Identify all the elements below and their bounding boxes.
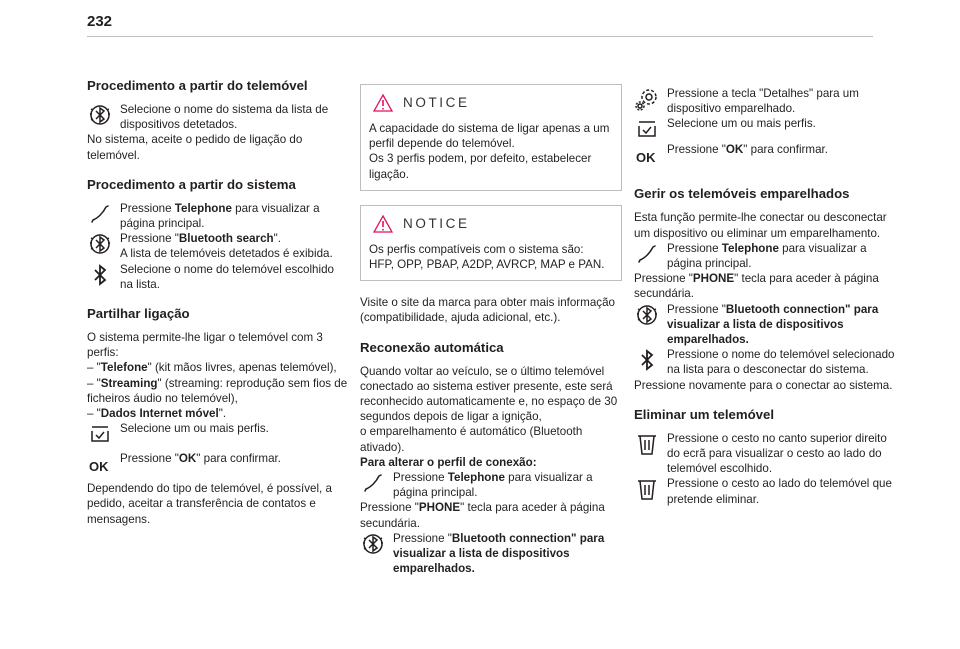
phone-icon: [635, 242, 659, 266]
text: Pressione: [667, 241, 722, 255]
section-from-phone: [87, 78, 349, 163]
notice-box: [360, 84, 622, 191]
item-text: Selecione o nome do sistema da lista de dispositivos detetados.: [120, 103, 329, 132]
section-delete-phone: [634, 407, 896, 507]
notice-label: NOTICE: [403, 95, 470, 111]
text: – ": [87, 407, 101, 421]
text: para visualizar a página principal.: [667, 241, 867, 271]
bluetooth-search-icon: [88, 103, 112, 127]
checklist-icon: [635, 117, 659, 141]
text-bold: Bluetooth search: [178, 232, 274, 246]
text-bold: OK: [725, 143, 744, 157]
trash-icon: [635, 477, 659, 501]
section-manage-paired: [634, 186, 896, 392]
list-item: [634, 116, 896, 138]
text-bold: Bluetooth connection" para visualizar a lista de dispositivos emparelhados.: [667, 302, 879, 347]
text-bold: PHONE: [692, 272, 735, 286]
bluetooth-search-icon: [361, 532, 385, 556]
text-bold: Telephone: [174, 201, 232, 215]
text-bold: Telephone: [447, 471, 505, 485]
item-text: Selecione um ou mais perfis.: [667, 117, 816, 131]
text-bold: Bluetooth connection" para visualizar a lista de dispositivos emparelhados.: [393, 531, 605, 576]
text: Pressione ": [120, 452, 179, 466]
text-bold: Telefone: [100, 361, 148, 375]
section-title: Procedimento a partir do telemóvel: [87, 78, 308, 93]
ok-icon: OK: [636, 150, 656, 166]
text: " para confirmar.: [743, 143, 828, 157]
section-title: Partilhar ligação: [87, 306, 190, 322]
paragraph: o emparelhamento é automático (Bluetooth ativado).: [360, 425, 583, 454]
list-item: [87, 102, 349, 132]
section-title: Gerir os telemóveis emparelhados: [634, 186, 850, 202]
list-item: [634, 476, 896, 506]
paragraph: O sistema permite-lhe ligar o telemóvel com 3 perfis:: [87, 331, 323, 360]
list-item: [360, 470, 622, 500]
phone-icon: [361, 471, 385, 495]
item-text: Pressione a tecla "Detalhes" para um dispositivo emparelhado.: [667, 87, 859, 116]
paragraph: No sistema, aceite o pedido de ligação do telemóvel.: [87, 133, 303, 162]
list-item: [634, 142, 896, 172]
list-item: [87, 262, 349, 292]
header-rule: [87, 36, 873, 37]
notice-label: NOTICE: [403, 216, 470, 232]
item-text: Pressione o cesto ao lado do telemóvel que pretende eliminar.: [667, 477, 892, 506]
bluetooth-icon: [635, 348, 659, 372]
bluetooth-search-icon: [635, 303, 659, 327]
list-item: [634, 302, 896, 348]
column-3: [634, 86, 896, 507]
checklist-icon: [88, 422, 112, 446]
list-item: [360, 531, 622, 577]
paragraph: Dependendo do tipo de telemóvel, é possível, a pedido, aceitar a transferência de contatos e mensagens.: [87, 482, 332, 526]
text: " para confirmar.: [196, 452, 281, 466]
text: para visualizar a página principal.: [393, 471, 593, 500]
notice-text: A capacidade do sistema de ligar apenas a um perfil depende do telemóvel.: [369, 122, 610, 151]
text: Pressione ": [120, 232, 179, 246]
section-share-connection: [87, 306, 349, 527]
item-text: Pressione o cesto no canto superior direito do ecrã para visualizar o cesto ao lado do telemóvel escolhido.: [667, 431, 887, 476]
list-item: [87, 451, 349, 481]
section-title: Eliminar um telemóvel: [634, 406, 774, 422]
paragraph: Pressione novamente para o conectar ao sistema.: [634, 378, 893, 392]
item-text: Selecione o nome do telemóvel escolhido na lista.: [120, 262, 334, 291]
text: – ": [87, 361, 101, 375]
gear-icon: [635, 87, 659, 111]
list-item: [87, 421, 349, 451]
section-title: Reconexão automática: [360, 339, 504, 355]
text: Pressione ": [634, 272, 693, 286]
list-item: [634, 347, 896, 377]
text: " (streaming: reprodução sem fios de ficheiros áudio no telemóvel),: [87, 376, 348, 405]
notice-text: Os 3 perfis podem, por defeito, estabelecer ligação.: [369, 152, 592, 181]
text: para visualizar a página principal.: [120, 201, 320, 231]
text: Pressione ": [667, 143, 726, 157]
bluetooth-icon: [88, 263, 112, 287]
warning-icon: [373, 94, 393, 112]
item-text: Pressione o nome do telemóvel selecionado na lista para o desconectar do sistema.: [667, 348, 895, 377]
text: " tecla para aceder à página secundária.: [360, 501, 605, 530]
ok-icon: OK: [89, 459, 109, 475]
text: Pressione: [120, 201, 175, 215]
column-2: [360, 84, 622, 576]
text: Pressione: [393, 471, 448, 485]
list-item: [87, 201, 349, 231]
section-auto-reconnect: [360, 340, 622, 577]
text-bold: Dados Internet móvel: [100, 407, 219, 421]
text-bold: Para alterar o perfil de conexão:: [360, 455, 537, 469]
text: ".: [218, 407, 227, 421]
paragraph: Visite o site da marca para obter mais informação (compatibilidade, ajuda adicional, etc.).: [360, 296, 615, 325]
text-bold: OK: [178, 452, 197, 466]
section-from-system: [87, 177, 349, 292]
notice-box: [360, 205, 622, 281]
column-1: [87, 78, 349, 541]
page-number: 232: [87, 13, 113, 30]
text: A lista de telemóveis detetados é exibida.: [120, 247, 333, 261]
text: " tecla para aceder à página secundária.: [634, 272, 879, 301]
text: Pressione ": [667, 302, 726, 316]
trash-icon: [635, 432, 659, 456]
notice-text: Os perfis compatíveis com o sistema são: HFP, OPP, PBAP, A2DP, AVRCP, MAP e PAN.: [369, 242, 605, 272]
text: Pressione ": [360, 501, 419, 515]
phone-icon: [88, 202, 112, 226]
text: Pressione ": [393, 531, 452, 545]
list-item: [634, 86, 896, 116]
paragraph: Quando voltar ao veículo, se o último telemóvel conectado ao sistema estiver presente, este será reconhecido automaticamente e, no espaço de 30 segundos depois de ligar a ignição,: [360, 364, 618, 424]
text: – ": [87, 376, 101, 390]
text-bold: PHONE: [418, 501, 461, 515]
paragraph: Esta função permite-lhe conectar ou desconectar um dispositivo ou eliminar um emparelhamento.: [634, 211, 887, 240]
text-bold: Streaming: [100, 376, 158, 390]
bluetooth-search-icon: [88, 232, 112, 256]
list-item: [87, 231, 349, 261]
item-text: Selecione um ou mais perfis.: [120, 422, 269, 436]
list-item: [634, 241, 896, 271]
warning-icon: [373, 215, 393, 233]
section-title: Procedimento a partir do sistema: [87, 176, 296, 192]
text-bold: Telephone: [721, 241, 779, 255]
text: " (kit mãos livres, apenas telemóvel),: [147, 361, 337, 375]
text: ".: [273, 232, 281, 246]
list-item: [634, 431, 896, 477]
